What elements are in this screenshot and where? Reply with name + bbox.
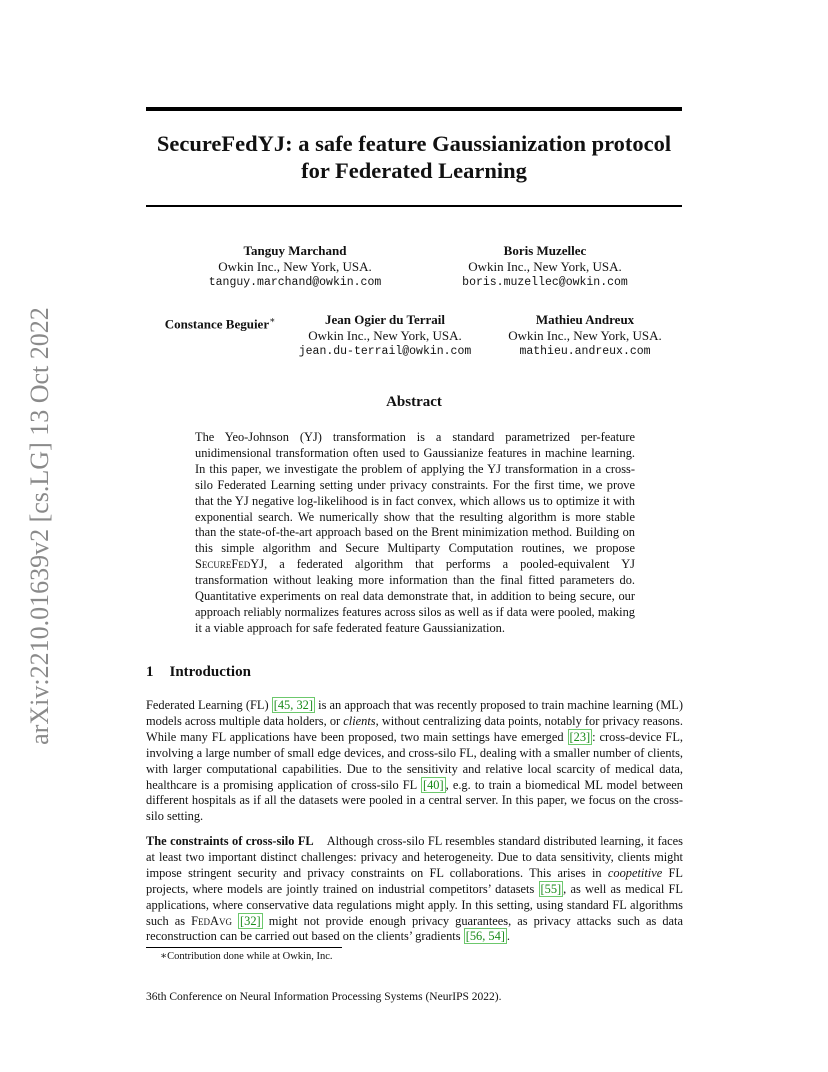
citation-link[interactable]: [55] [540,881,562,896]
author-email: mathieu.andreux.com [519,345,651,358]
paper-title [146,130,682,184]
section-title: Introduction [169,664,251,680]
arxiv-identifier: arXiv:2210.01639v2 [cs.LG] 13 Oct 2022 [25,307,54,745]
intro-paragraph-1: Federated Learning (FL) [45, 32] is an approach that was recently proposed to train machine learning (ML) models across multiple data holders, or clients, without centralizing data points, notably for privacy reasons. While many FL applications have been proposed, two main settings have emerged [23] : cross-device FL, involving a large number of small edge devices, and cross-silo FL, dealing with a smaller number of clients, with larger computational capabilities. Due to the sensitivity and relative local scarcity of medical data, healthcare is a promising application of cross-silo FL [40] , e.g. to train a biomedical ML model between different hospitals as if all the datasets were pooled in a central server. In this paper, we focus on the cross-silo setting. [146,698,683,824]
footnote: ∗Contribution done while at Owkin, Inc. [160,951,333,962]
author-email: tanguy.marchand@owkin.com [208,276,382,289]
author-email: jean.du-terrail@owkin.com [298,345,472,358]
section-heading [146,664,251,681]
title-bottom-rule [146,205,682,207]
title-top-rule [146,107,682,111]
venue-note: 36th Conference on Neural Information Processing Systems (NeurIPS 2022). [146,991,502,1003]
author-name: Jean Ogier du Terrail [324,312,445,327]
author-affiliation: Owkin Inc., New York, USA. [218,259,372,274]
footnote-rule [146,947,342,948]
author-name: Constance Beguier∗ [164,315,276,332]
paragraph-heading: The constraints of cross-silo FL [146,834,314,848]
title-line-1: SecureFedYJ: a safe feature Gaussianization protocol [156,131,672,156]
author-block-1 [205,243,385,291]
author-name: Mathieu Andreux [535,312,635,327]
citation-link[interactable]: [40] [422,777,444,792]
author-email: boris.muzellec@owkin.com [462,276,628,289]
author-affiliation: Owkin Inc., New York, USA. [468,259,622,274]
citation-link[interactable]: [45, 32] [273,698,313,712]
intro-paragraph-2: The constraints of cross-silo FL Although cross-silo FL resembles standard distributed learning, it faces at least two important distinct challenges: privacy and heterogeneity. Due to data sensitivity, clients might impose stringent security and privacy constraints on FL collaborations. This arises in coopetitive FL projects, where models are jointly trained on industrial competitors’ datasets [55] , as well as medical FL applications, where conservative data regulations might apply. In this setting, using standard FL algorithms such as FedAvg [32] might not provide enough privacy guarantees, as privacy attacks such as data reconstruction can be carried out based on the clients’ gradients [56, 54] . [146,834,683,944]
citation-link[interactable]: [56, 54] [465,929,505,944]
title-line-2: for Federated Learning [301,158,527,183]
author-block-2 [445,243,645,291]
citation-link[interactable]: [23] [569,729,591,744]
author-affiliation: Owkin Inc., New York, USA. [308,328,462,343]
abstract-text: The Yeo-Johnson (YJ) transformation is a standard parametrized per-feature unidimensional transformation often used to Gaussianize features in machine learning. In this paper, we investigate the problem of applying the YJ transformation in a cross-silo Federated Learning setting under privacy constraints. For the first time, we prove that the YJ negative log-likelihood is in fact convex, which allows us to optimize it with exponential search. We numerically show that the resulting algorithm is more stable than the state-of-the-art approach based on the Brent minimization method. Building on this simple algorithm and Secure Multiparty Computation routines, we propose SecureFedYJ, a federated algorithm that performs a pooled-equivalent YJ transformation without leaking more information than the final fitted parameters do. Quantitative experiments on real data demonstrate that, in addition to being secure, our approach reliably normalizes features across silos as well as if data were pooled, making it a viable approach for safe federated feature Gaussianization. [195,430,635,635]
author-block-4 [290,312,480,360]
author-affiliation: Owkin Inc., New York, USA. [508,328,662,343]
author-name: Tanguy Marchand [243,243,347,258]
citation-link[interactable]: [32] [240,913,261,928]
author-name: Boris Muzellec [503,243,587,258]
author-block-5 [495,312,675,360]
author-block-3 [155,312,285,332]
abstract-heading: Abstract [386,394,442,410]
section-number: 1 [146,664,154,680]
